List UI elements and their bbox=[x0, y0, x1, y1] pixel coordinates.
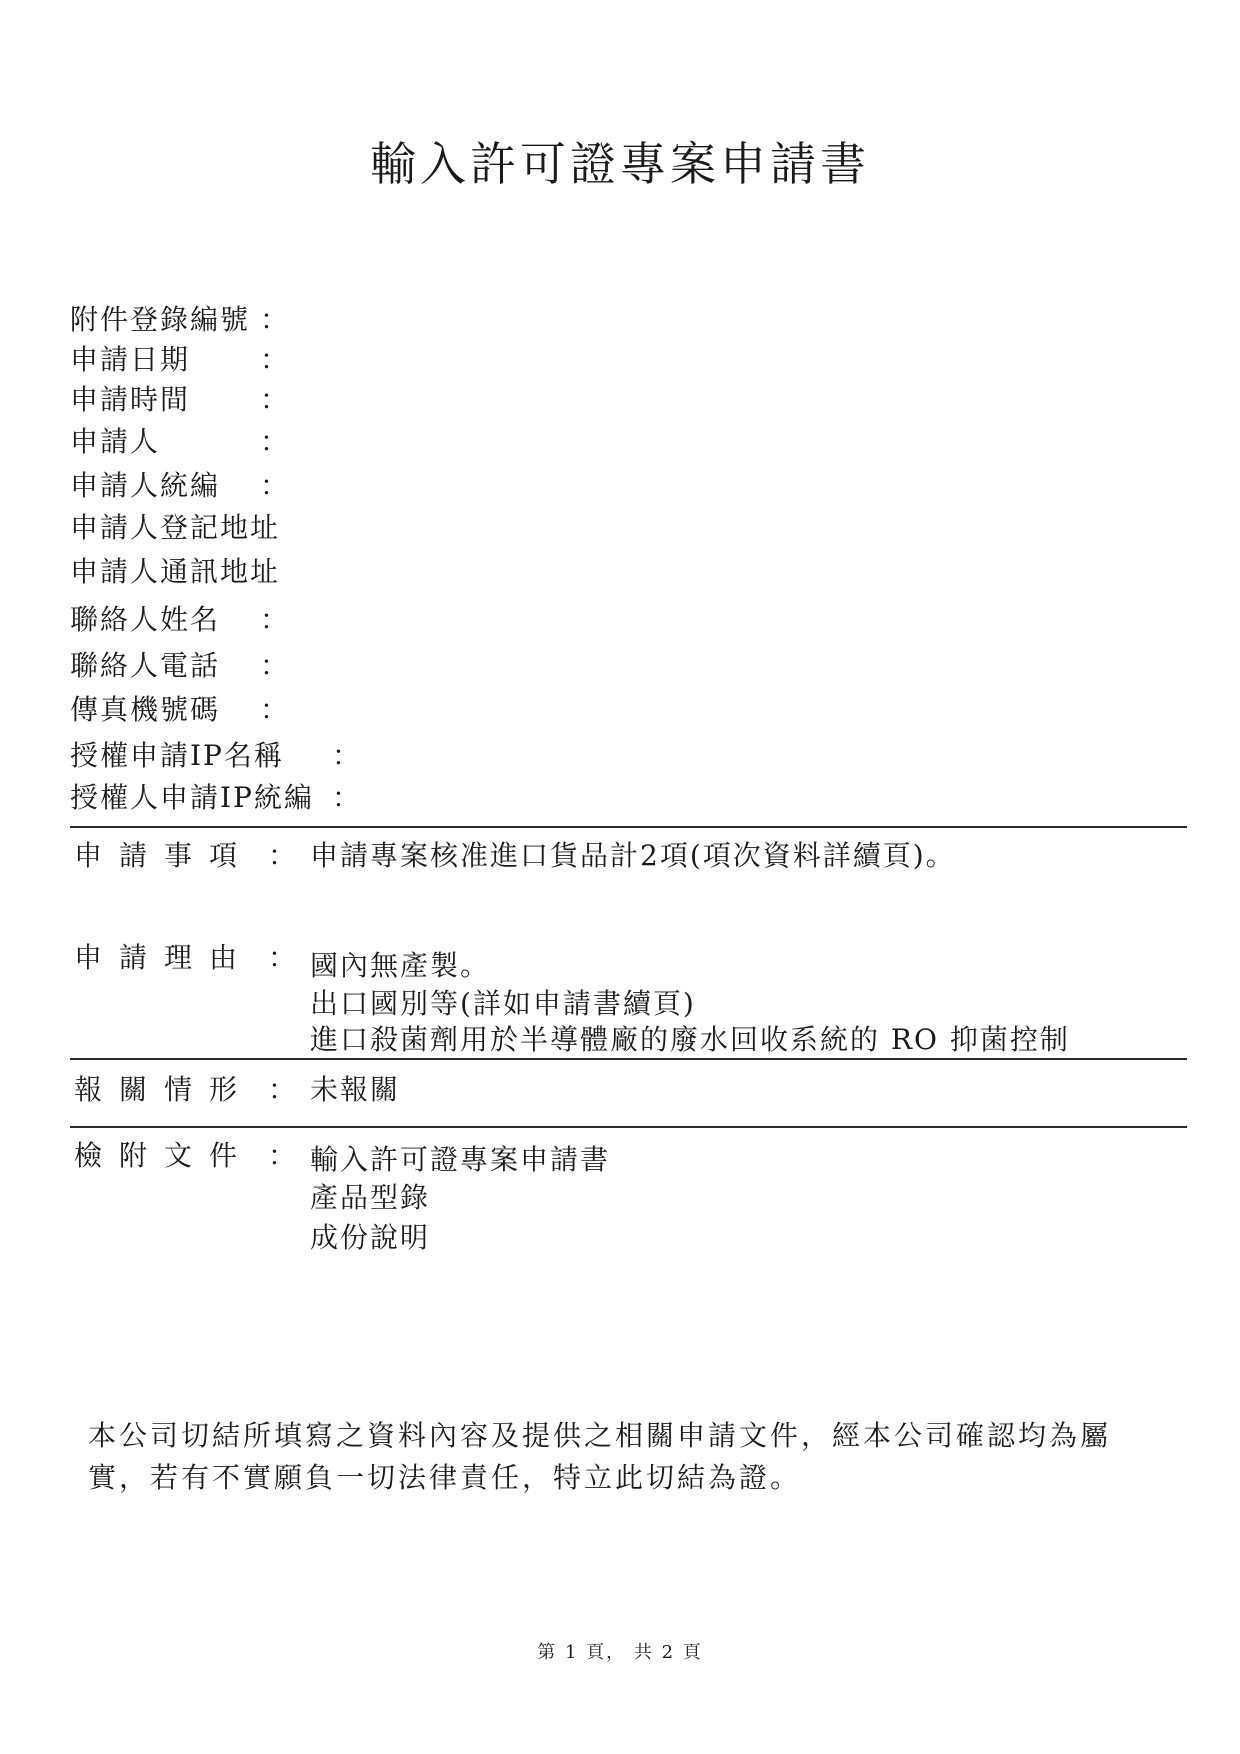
statement-line: 本公司切結所填寫之資料內容及提供之相關申請文件，經本公司確認均為屬 bbox=[88, 1419, 1112, 1452]
section-line: 進口殺菌劑用於半導體廠的廢水回收系統的 RO 抑菌控制 bbox=[310, 1023, 1070, 1056]
field-label: 申請人統編 bbox=[70, 469, 221, 502]
field-colon: ： bbox=[332, 781, 363, 814]
section-label: 申請事項 bbox=[74, 839, 255, 872]
field-label: 聯絡人姓名 bbox=[70, 603, 221, 636]
section-colon: ： bbox=[268, 1073, 297, 1106]
field-label: 申請人 bbox=[70, 425, 161, 458]
field-colon: ： bbox=[260, 343, 291, 376]
section-label: 報關情形 bbox=[74, 1073, 255, 1106]
section-label: 檢附文件 bbox=[74, 1139, 255, 1172]
divider-line bbox=[70, 1058, 1187, 1060]
field-label: 聯絡人電話 bbox=[70, 649, 221, 682]
divider-line bbox=[70, 1126, 1187, 1128]
field-label: 申請人通訊地址 bbox=[70, 555, 281, 588]
field-colon: ： bbox=[260, 383, 291, 416]
page-number: 第 1 頁， 共 2 頁 bbox=[537, 1642, 703, 1663]
field-colon: ： bbox=[332, 739, 363, 772]
section-label: 申請理由 bbox=[74, 941, 255, 974]
section-colon: ： bbox=[268, 941, 297, 974]
field-label: 申請日期 bbox=[70, 343, 191, 376]
field-label: 申請時間 bbox=[70, 383, 191, 416]
section-line: 未報關 bbox=[310, 1073, 401, 1106]
field-colon: ： bbox=[260, 425, 291, 458]
field-label: 申請人登記地址 bbox=[70, 511, 281, 544]
field-colon: ： bbox=[260, 649, 291, 682]
section-line: 國內無產製。 bbox=[310, 949, 491, 982]
statement-line: 實，若有不實願負一切法律責任，特立此切結為證。 bbox=[88, 1461, 802, 1494]
field-label: 授權申請IP名稱 bbox=[70, 739, 284, 772]
field-label: 授權人申請IP統編 bbox=[70, 781, 314, 814]
section-line: 輸入許可證專案申請書 bbox=[310, 1143, 611, 1176]
section-colon: ： bbox=[268, 1139, 297, 1172]
section-line: 申請專案核准進口貨品計2項(項次資料詳續頁)。 bbox=[310, 839, 956, 872]
divider-line bbox=[70, 826, 1187, 828]
field-label: 傳真機號碼 bbox=[70, 693, 221, 726]
section-line: 出口國別等(詳如申請書續頁) bbox=[310, 987, 696, 1020]
field-colon: ： bbox=[260, 469, 291, 502]
document-title: 輸入許可證專案申請書 bbox=[370, 137, 870, 191]
section-line: 成份說明 bbox=[310, 1221, 431, 1254]
field-label: 附件登錄編號 bbox=[70, 303, 251, 336]
field-colon: ： bbox=[260, 303, 291, 336]
section-colon: ： bbox=[268, 839, 297, 872]
field-colon: ： bbox=[260, 693, 291, 726]
field-colon: ： bbox=[260, 603, 291, 636]
section-line: 產品型錄 bbox=[310, 1181, 431, 1214]
